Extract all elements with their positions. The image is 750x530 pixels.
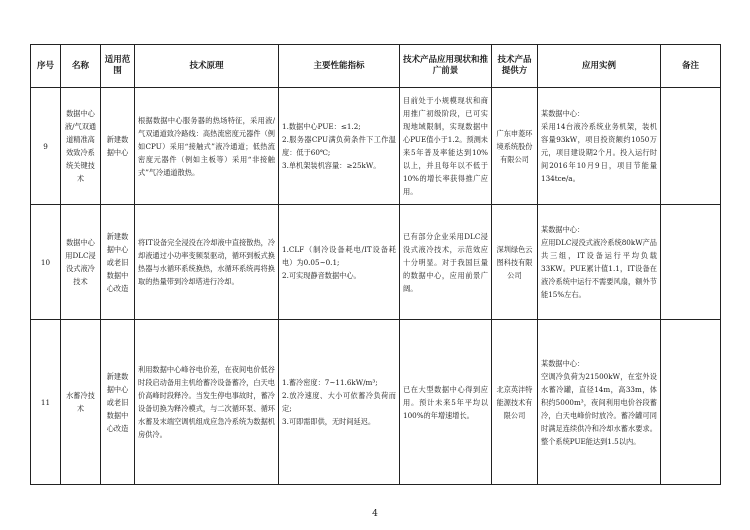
cell-name: 数据中心液/气双通道精准高效致冷系统关键技术 [61,88,101,205]
cell-no: 10 [31,205,61,320]
header-case: 应用实例 [538,45,661,88]
header-status: 技术产品应用现状和推广前景 [400,45,492,88]
cell-provider: 深圳绿色云图科技有限公司 [492,205,538,320]
header-remarks: 备注 [661,45,721,88]
header-principle: 技术原理 [135,45,279,88]
cell-performance: 1.CLF（制冷设备耗电/IT设备耗电）为0.05~0.1; 2.可实现静音数据中心。 [279,205,400,320]
cell-scope: 新建数据中心或老旧数据中心改造 [101,205,135,320]
cell-case: 某数据中心： 应用DLC浸没式液冷系统80kW产品共三组，IT设备运行平均负载33KW。PUE累计值1.1，IT设备在液冷系统中运行不需要风扇，额外节能15%左右。 [538,205,661,320]
cell-principle: 将IT设备完全浸没在冷却液中直接散热，冷却液通过小功率变频泵驱动，循环到板式换热器与水循环系统换热，水循环系统再将换取的热量带到冷却塔进行冷却。 [135,205,279,320]
cell-no: 9 [31,88,61,205]
cell-provider: 北京英沣特能源技术有限公司 [492,320,538,485]
cell-performance: 1.蓄冷密度：7~11.6kW/m³; 2.放冷速度、大小可依蓄冷负荷而定; 3.可即需即供，无时间延迟。 [279,320,400,485]
cell-scope: 新建数据中心 [101,88,135,205]
cell-case: 某数据中心： 采用14台液冷系统业务机架，装机容量93kW，项目投资额约1050万元，项目建设期2个月。投入运行时间2016年10月9日，项目节能量134tce/a。 [538,88,661,205]
header-no: 序号 [31,45,61,88]
cell-name: 数据中心用DLC浸没式液冷技术 [61,205,101,320]
cell-scope: 新建数据中心或老旧数据中心改造 [101,320,135,485]
technology-table [30,44,721,485]
cell-status: 目前处于小规模现状和商用推广初级阶段，已可实现地域限制，实现数据中心PUE值小于1.2。预测未来5年普及率能达到10%以上，并且每年以不低于10%的增长率获得推广应用。 [400,88,492,205]
table-header-row [31,45,721,88]
cell-performance: 1.数据中心PUE：≤1.2; 2.服务器CPU满负荷条件下工作温度：低于60℃; 3.单机架装机容量：≥25kW。 [279,88,400,205]
cell-status: 已有部分企业采用DLC浸没式液冷技术，示范效应十分明显。对于我国巨量的数据中心，应用前景广阔。 [400,205,492,320]
table-row [31,88,721,205]
cell-remarks [661,88,721,205]
table-row [31,205,721,320]
cell-remarks [661,205,721,320]
header-scope: 适用范围 [101,45,135,88]
document-page [30,44,720,485]
cell-status: 已在大型数据中心得到应用。预计未来5年平均以100%的年增速增长。 [400,320,492,485]
cell-case: 某数据中心： 空调冷负荷为21500kW，在室外设水蓄冷罐，直径14m，高33m，体积约5000m³，夜间利用电价谷段蓄冷，白天电峰价时放冷。蓄冷罐可同时满足连续供冷和冷却水蓄水要求。整个系统PUE能达到1.5以内。 [538,320,661,485]
cell-principle: 利用数据中心峰谷电价差，在夜间电价低谷时段启动备用主机给蓄冷设备蓄冷，白天电价高峰时段释冷。当发生停电事故时，蓄冷设备切换为释冷模式，与二次循环泵、循环水蓄及末端空调机组成应急冷系统为数据机房供冷。 [135,320,279,485]
cell-no: 11 [31,320,61,485]
cell-name: 水蓄冷技术 [61,320,101,485]
cell-remarks [661,320,721,485]
cell-principle: 根据数据中心服务器的热场特征，采用液/气双通道致冷路线：高热流密度元器件（例如CPU）采用“接触式”液冷通道；低热流密度元器件（例如主板等）采用“非接触式”气冷通道散热。 [135,88,279,205]
header-name: 名称 [61,45,101,88]
cell-provider: 广东申菱环境系统股份有限公司 [492,88,538,205]
table-row [31,320,721,485]
page-number: 4 [372,509,378,519]
header-provider: 技术产品提供方 [492,45,538,88]
header-performance: 主要性能指标 [279,45,400,88]
